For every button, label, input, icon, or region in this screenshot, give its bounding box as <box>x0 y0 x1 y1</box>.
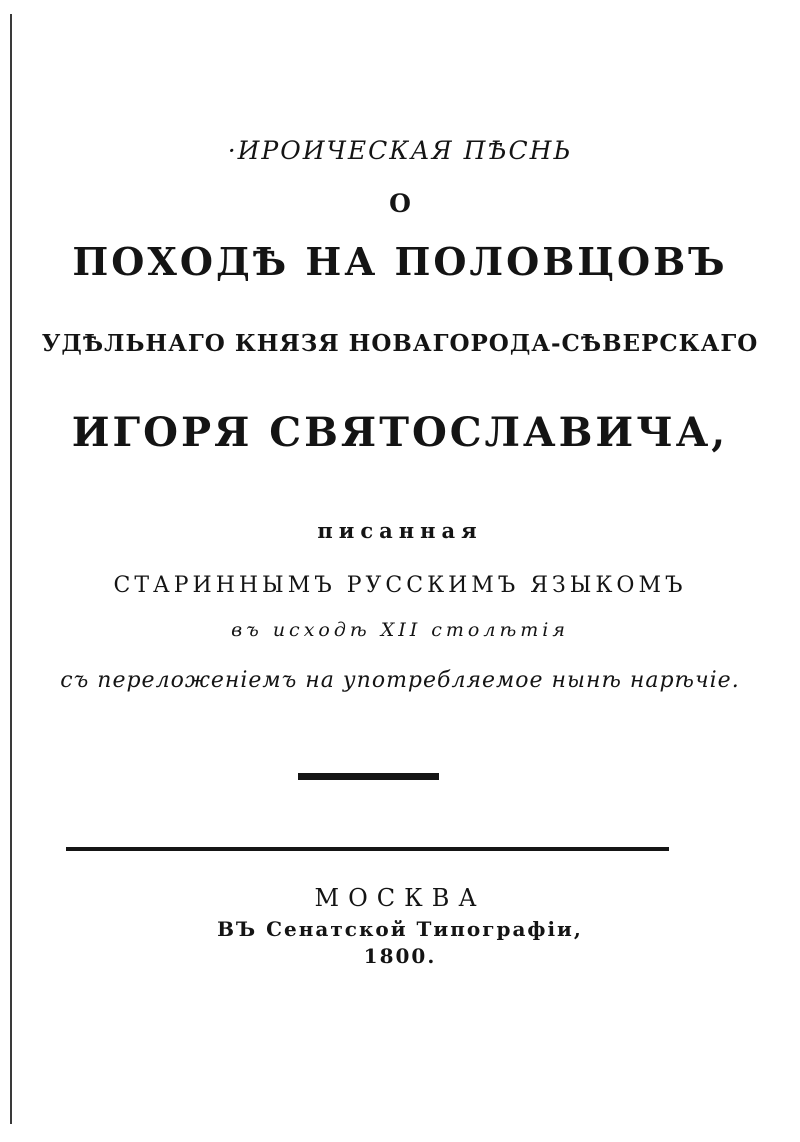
century-line: въ исходѣ XII столѣтія <box>231 619 569 641</box>
preposition-line: О <box>389 189 411 218</box>
short-divider-rule <box>298 773 439 780</box>
imprint-city: МОСКВА <box>314 884 486 912</box>
language-line: СТАРИННЫМЪ РУССКИМЪ ЯЗЫКОМЪ <box>113 573 687 598</box>
long-divider-rule <box>66 847 669 851</box>
translation-line: съ переложеніемъ на употребляемое нынѣ нарѣчіе. <box>60 668 740 693</box>
subject-title: ПОХОДѢ НА ПОЛОВЦОВЪ <box>72 239 728 284</box>
imprint-year: 1800. <box>363 944 437 968</box>
written-line: писанная <box>317 518 483 543</box>
imprint-press: ВЪ Сенатской Типографіи, <box>217 917 583 941</box>
genre-heading: ·ИРОИЧЕСКАЯ ПѢСНЬ <box>227 136 573 165</box>
prince-name: ИГОРЯ СВЯТОСЛАВИЧА, <box>71 409 729 456</box>
prince-title-line: УДѢЛЬНАГО КНЯЗЯ НОВАГОРОДА-СѢВЕРСКАГО <box>41 330 759 357</box>
